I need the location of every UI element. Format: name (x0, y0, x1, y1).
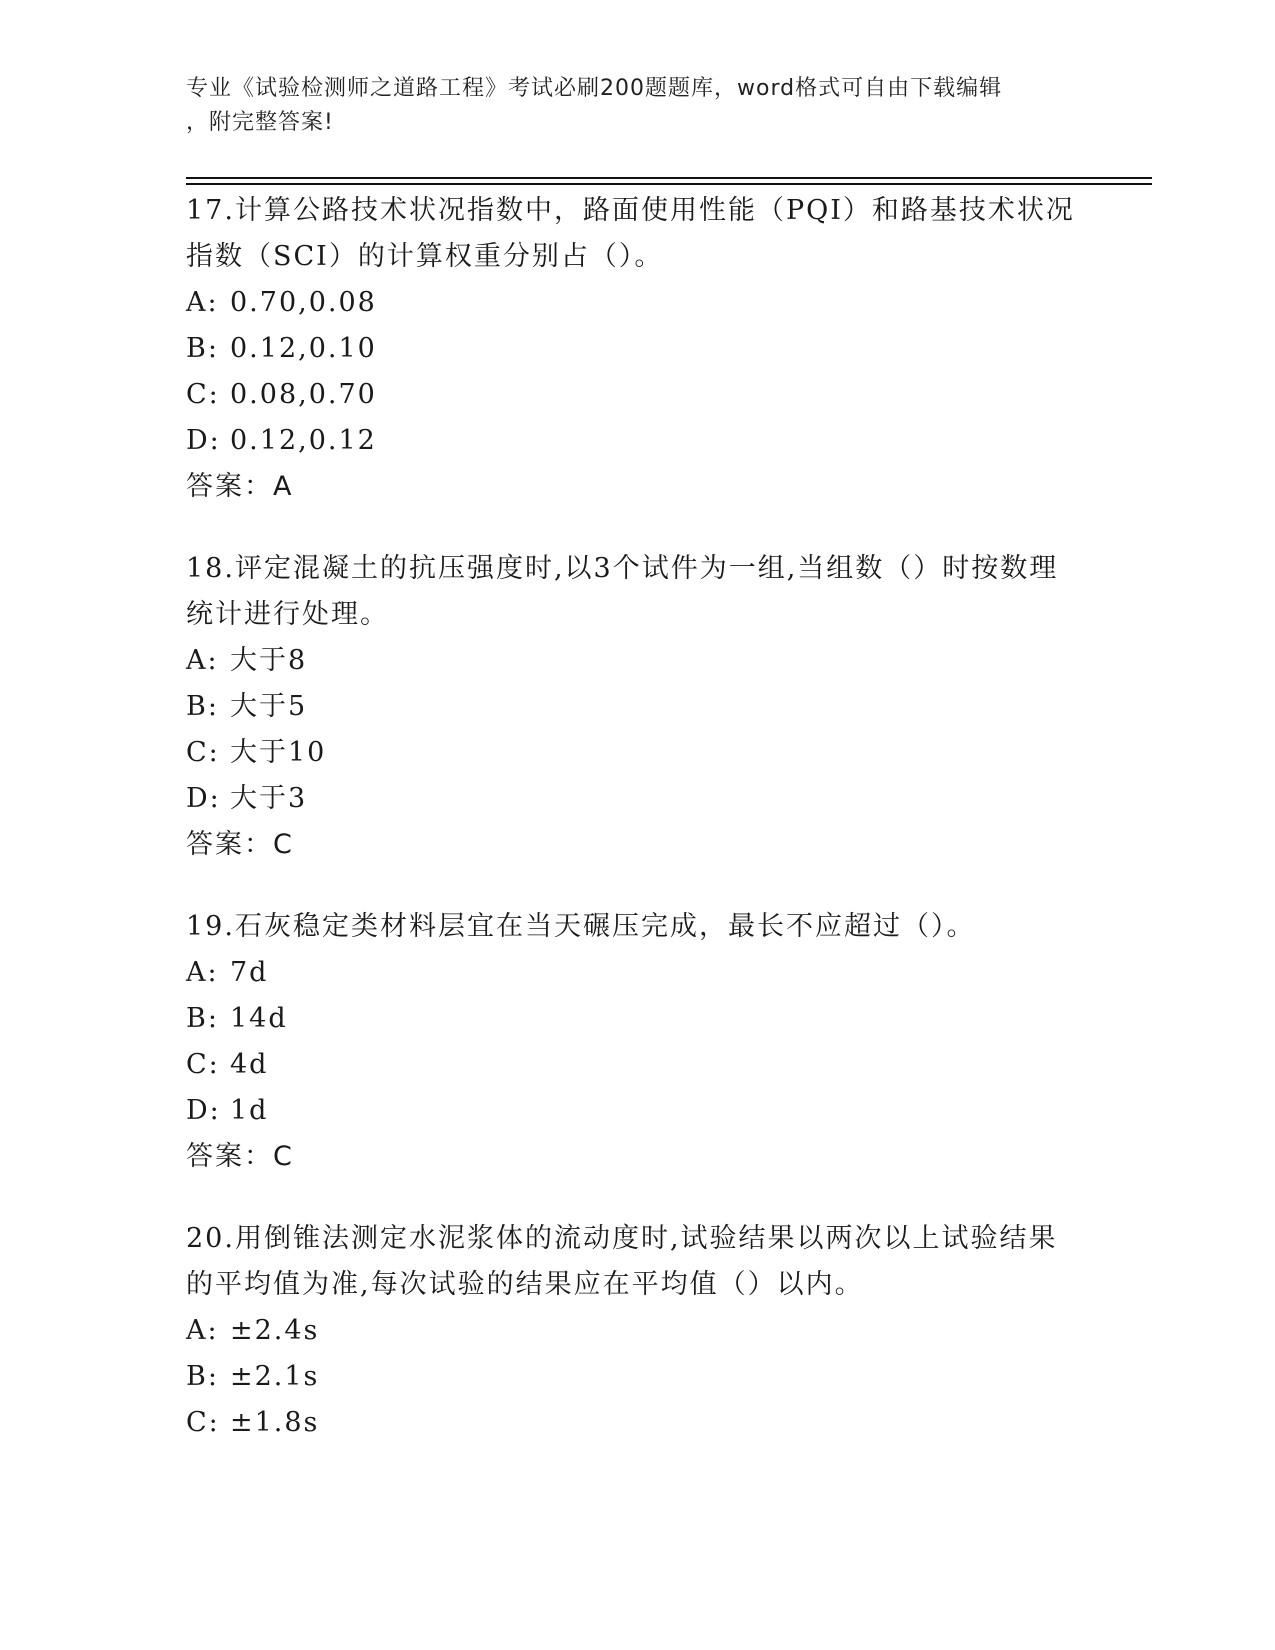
option-text: ±1.8s (230, 1407, 320, 1438)
option-letter: C: (186, 737, 220, 768)
option-a (186, 950, 1086, 996)
option-text: 大于5 (230, 691, 308, 722)
option-letter: C: (186, 379, 220, 410)
option-letter: A: (186, 1315, 219, 1346)
option-text: 1d (230, 1095, 269, 1126)
option-text: 大于10 (230, 737, 327, 768)
question-stem (186, 904, 1066, 950)
option-letter: D: (186, 783, 221, 814)
option-letter: A: (186, 645, 219, 676)
question-stem-line: 指数（SCI）的计算权重分别占（）。 (186, 241, 664, 272)
question-stem (186, 1216, 1066, 1308)
option-b (186, 996, 1086, 1042)
option-b (186, 684, 1086, 730)
option-a (186, 638, 1086, 684)
option-letter: C: (186, 1049, 220, 1080)
question-stem (186, 188, 1075, 280)
option-text: 0.12,0.12 (230, 425, 377, 456)
option-letter: B: (186, 333, 219, 364)
option-text: 14d (230, 1003, 288, 1034)
question-stem-line: 18.评定混凝土的抗压强度时,以3个试件为一组,当组数（）时按数理 (186, 553, 1059, 584)
option-letter: D: (186, 425, 221, 456)
question-stem-line: 统计进行处理。 (186, 599, 389, 630)
document-header (186, 72, 1076, 140)
option-d (186, 418, 1086, 464)
answer-line: 答案：A (186, 471, 294, 502)
option-text: ±2.1s (230, 1361, 320, 1392)
question-19 (186, 904, 1086, 1180)
option-letter: A: (186, 957, 219, 988)
option-b (186, 1354, 1086, 1400)
option-letter: B: (186, 1003, 219, 1034)
option-d (186, 776, 1086, 822)
option-letter: D: (186, 1095, 221, 1126)
header-divider-bottom (186, 183, 1152, 185)
header-title-line-1: 专业《试验检测师之道路工程》考试必刷200题题库，word格式可自由下载编辑 (186, 76, 1003, 101)
question-list (186, 188, 1086, 1482)
option-letter: A: (186, 287, 219, 318)
option-text: 大于8 (230, 645, 308, 676)
option-text: ±2.4s (230, 1315, 320, 1346)
question-20 (186, 1216, 1086, 1446)
option-letter: C: (186, 1407, 220, 1438)
option-c (186, 1400, 1086, 1446)
option-letter: B: (186, 1361, 219, 1392)
answer-line: 答案：C (186, 829, 294, 860)
option-letter: B: (186, 691, 219, 722)
question-stem-line: 17.计算公路技术状况指数中，路面使用性能（PQI）和路基技术状况 (186, 195, 1075, 226)
option-text: 0.08,0.70 (230, 379, 377, 410)
question-stem-line: 20.用倒锥法测定水泥浆体的流动度时,试验结果以两次以上试验结果 (186, 1223, 1058, 1254)
option-c (186, 730, 1086, 776)
option-text: 0.70,0.08 (230, 287, 377, 318)
question-stem (186, 546, 1066, 638)
option-c (186, 1042, 1086, 1088)
answer-line: 答案：C (186, 1141, 294, 1172)
question-stem-line: 的平均值为准,每次试验的结果应在平均值（）以内。 (186, 1269, 864, 1300)
option-text: 0.12,0.10 (230, 333, 377, 364)
option-b (186, 326, 1086, 372)
option-c (186, 372, 1086, 418)
option-a (186, 280, 1086, 326)
question-stem-line: 19.石灰稳定类材料层宜在当天碾压完成，最长不应超过（）。 (186, 911, 976, 942)
header-title-line-2: ，附完整答案! (186, 110, 334, 135)
option-text: 大于3 (230, 783, 308, 814)
option-text: 4d (230, 1049, 269, 1080)
option-d (186, 1088, 1086, 1134)
question-17 (186, 188, 1086, 510)
question-18 (186, 546, 1086, 868)
option-text: 7d (230, 957, 269, 988)
option-a (186, 1308, 1086, 1354)
header-divider-top (186, 177, 1152, 179)
